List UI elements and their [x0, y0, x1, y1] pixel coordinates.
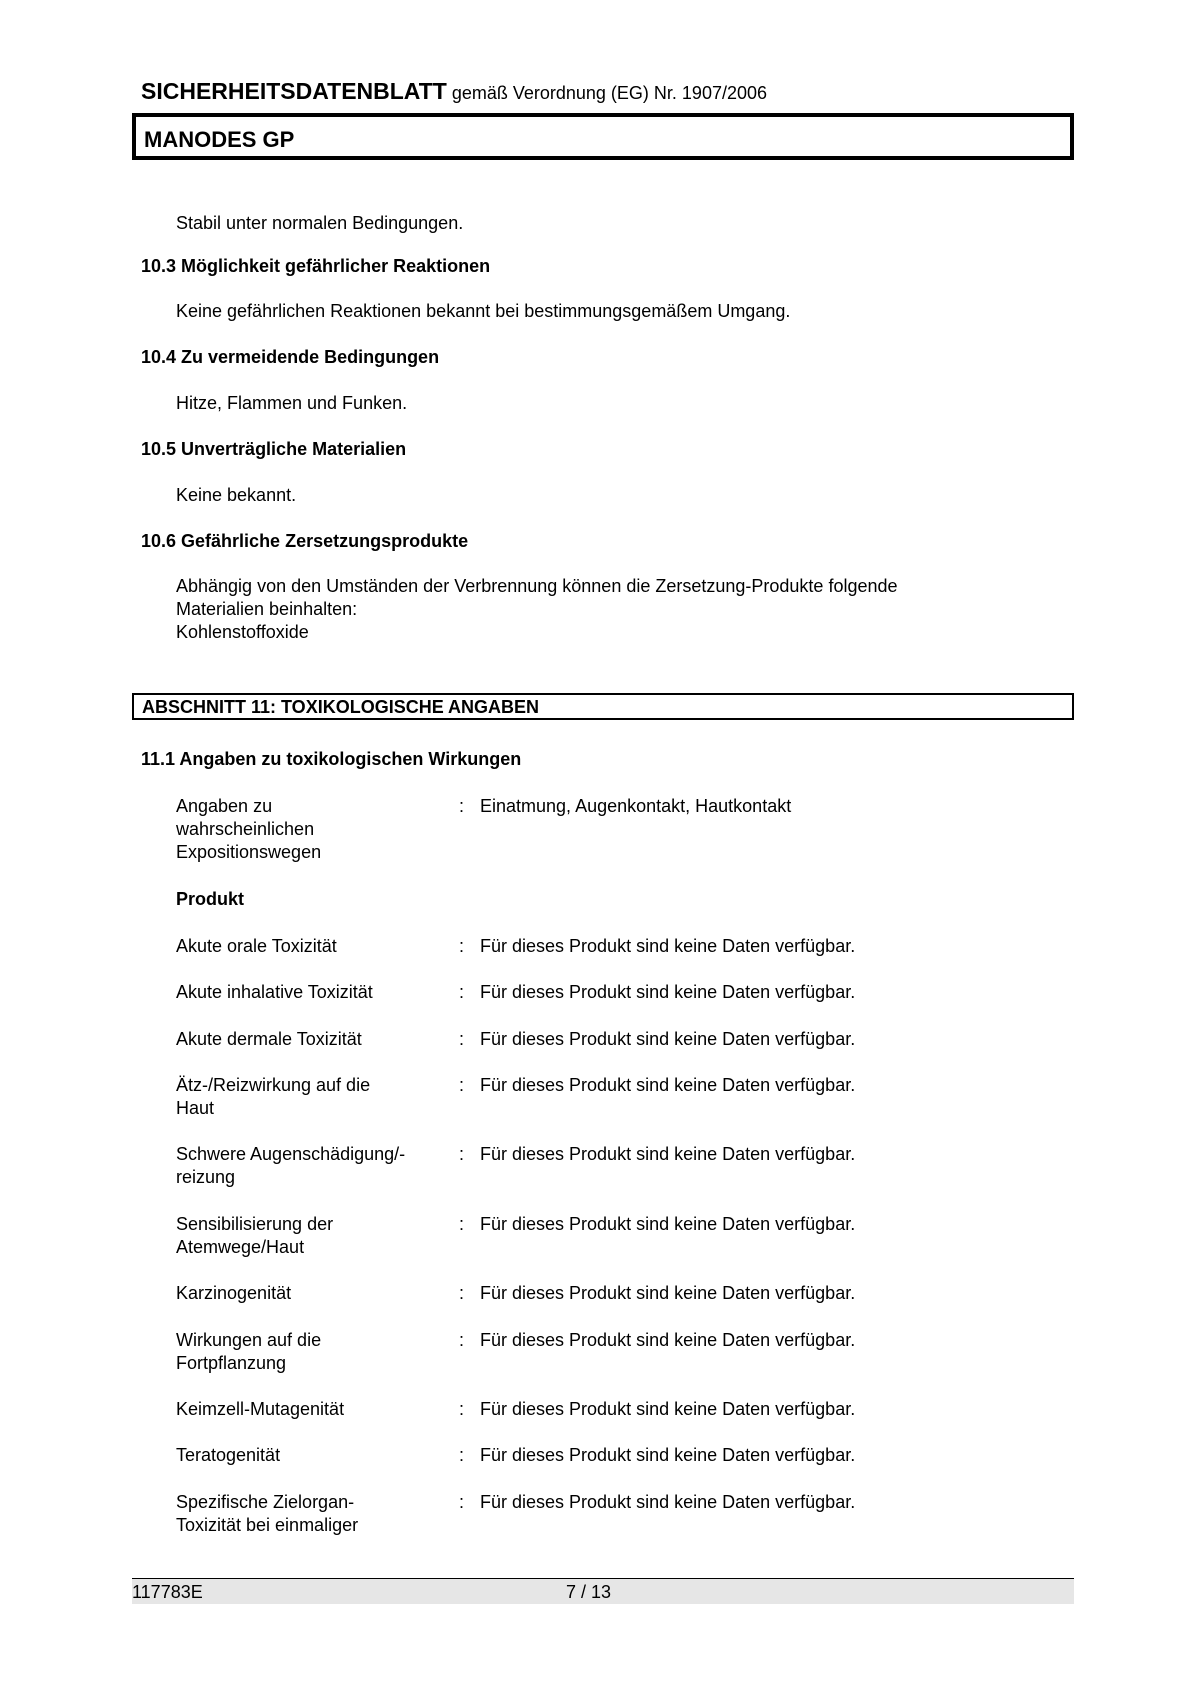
page-header: [141, 78, 767, 105]
property-value: Für dieses Produkt sind keine Daten verfügbar.: [480, 982, 856, 1002]
document-id: 117783E: [132, 1582, 203, 1602]
property-label: Spezifische Zielorgan-Toxizität bei einmaliger: [176, 1492, 359, 1535]
property-value: Für dieses Produkt sind keine Daten verfügbar.: [480, 1445, 856, 1465]
text-10-6-line2: Materialien beinhalten:: [176, 599, 358, 619]
text-10-4: Hitze, Flammen und Funken.: [176, 393, 408, 413]
heading-10-5: 10.5 Unverträgliche Materialien: [141, 439, 407, 459]
exposure-value: Einatmung, Augenkontakt, Hautkontakt: [480, 796, 792, 816]
heading-10-4: 10.4 Zu vermeidende Bedingungen: [141, 347, 440, 367]
property-label: Karzinogenität: [176, 1283, 292, 1303]
property-value: Für dieses Produkt sind keine Daten verfügbar.: [480, 1283, 856, 1303]
heading-10-3: 10.3 Möglichkeit gefährlicher Reaktionen: [141, 256, 491, 276]
heading-11-1: 11.1 Angaben zu toxikologischen Wirkungen: [141, 749, 522, 769]
property-label: Wirkungen auf die Fortpflanzung: [176, 1330, 322, 1373]
property-label: Keimzell-Mutagenität: [176, 1399, 345, 1419]
property-colon: :: [459, 1214, 465, 1234]
property-value: Für dieses Produkt sind keine Daten verfügbar.: [480, 1075, 856, 1095]
property-value: Für dieses Produkt sind keine Daten verfügbar.: [480, 1330, 856, 1350]
product-name: MANODES GP: [144, 127, 295, 152]
page-footer: [132, 1578, 1074, 1604]
property-value: Für dieses Produkt sind keine Daten verfügbar.: [480, 1399, 856, 1419]
property-colon: :: [459, 1029, 465, 1049]
property-label: Akute inhalative Toxizität: [176, 982, 373, 1002]
text-10-3: Keine gefährlichen Reaktionen bekannt bei bestimmungsgemäßem Umgang.: [176, 301, 791, 321]
property-label: Teratogenität: [176, 1445, 281, 1465]
section-11-title-box: [132, 693, 1074, 720]
property-value: Für dieses Produkt sind keine Daten verfügbar.: [480, 936, 856, 956]
produkt-label: Produkt: [176, 889, 245, 909]
property-label: Akute dermale Toxizität: [176, 1029, 362, 1049]
property-value: Für dieses Produkt sind keine Daten verfügbar.: [480, 1492, 856, 1512]
regulation-reference: gemäß Verordnung (EG) Nr. 1907/2006: [451, 83, 768, 103]
property-value: Für dieses Produkt sind keine Daten verfügbar.: [480, 1029, 856, 1049]
property-value: Für dieses Produkt sind keine Daten verfügbar.: [480, 1144, 856, 1164]
stability-text: Stabil unter normalen Bedingungen.: [176, 213, 464, 233]
property-label: Akute orale Toxizität: [176, 936, 337, 956]
property-value: Für dieses Produkt sind keine Daten verfügbar.: [480, 1214, 856, 1234]
property-colon: :: [459, 1283, 465, 1303]
property-colon: :: [459, 1399, 465, 1419]
property-label: Schwere Augenschädigung/-reizung: [176, 1144, 406, 1187]
property-colon: :: [459, 1330, 465, 1350]
property-colon: :: [459, 1492, 465, 1512]
property-label: Sensibilisierung der Atemwege/Haut: [176, 1214, 334, 1257]
property-colon: :: [459, 982, 465, 1002]
text-10-6-line3: Kohlenstoffoxide: [176, 622, 309, 642]
property-colon: :: [459, 936, 465, 956]
property-colon: :: [459, 1445, 465, 1465]
exposure-colon: :: [459, 796, 465, 816]
product-name-box: [132, 113, 1074, 160]
text-10-6-line1: Abhängig von den Umständen der Verbrennung können die Zersetzung-Produkte folgende: [176, 576, 898, 596]
document-type: SICHERHEITSDATENBLATT: [141, 78, 447, 104]
property-label: Ätz-/Reizwirkung auf die Haut: [176, 1075, 371, 1118]
section-11-title: ABSCHNITT 11: TOXIKOLOGISCHE ANGABEN: [142, 697, 540, 717]
exposure-label: Angaben zu wahrscheinlichen Expositionswegen: [176, 796, 322, 862]
property-colon: :: [459, 1075, 465, 1095]
text-10-5: Keine bekannt.: [176, 485, 297, 505]
property-colon: :: [459, 1144, 465, 1164]
heading-10-6: 10.6 Gefährliche Zersetzungsprodukte: [141, 531, 469, 551]
page-number: 7 / 13: [566, 1582, 612, 1602]
